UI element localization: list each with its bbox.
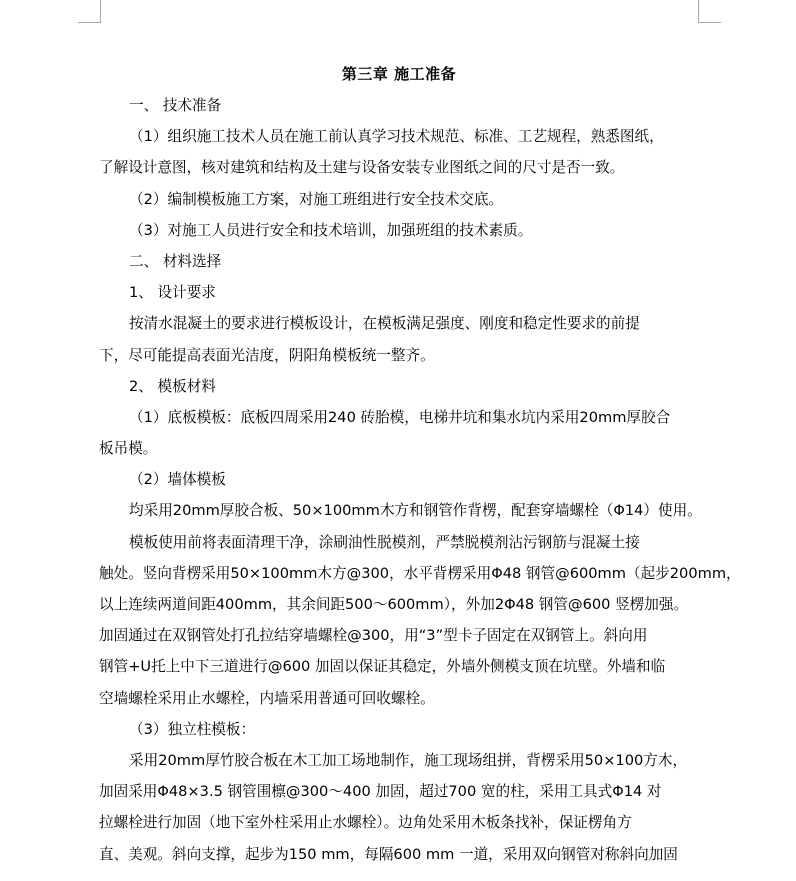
paragraph-line: （1）底板模板：底板四周采用240 砖胎模，电梯井坑和集水坑内采用20mm厚胶合 [129,408,671,426]
paragraph-line: 钢管+U托上中下三道进行@600 加固以保证其稳定，外墙外侧模支顶在坑壁。外墙和临 [99,658,666,676]
paragraph-line: 空墙螺栓采用止水螺栓，内墙采用普通可回收螺栓。 [99,689,435,707]
paragraph-line: 加固通过在双钢管处打孔拉结穿墙螺栓@300，用“3”型卡子固定在双钢管上。斜向用 [99,627,648,645]
document-body [99,58,741,870]
paragraph-line: 直、美观。斜向支撑，起步为150 mm，每隔600 mm 一道，采用双向钢管对称斜向加固 [99,845,678,863]
section-heading: 二、 材料选择 [129,252,222,270]
item-heading: （2）墙体模板 [129,471,226,489]
paragraph-line: 加固采用Φ48×3.5 钢管围檩@300～400 加固，超过700 宽的柱，采用工具式Φ14 对 [99,783,662,801]
section-heading: 一、 技术准备 [129,97,222,114]
paragraph-line: （1）组织施工技术人员在施工前认真学习技术规范、标准、工艺规程，熟悉图纸， [129,128,664,146]
paragraph-line: 拉螺栓进行加固（地下室外柱采用止水螺栓）。边角处采用木板条找补，保证楞角方 [99,814,632,832]
chapter-title: 第三章 施工准备 [341,65,457,83]
paragraph-line: （2）编制模板施工方案，对施工班组进行安全技术交底。 [129,190,504,208]
item-heading: （3）独立柱模板： [129,720,256,738]
paragraph-line: 采用20mm厚竹胶合板在木工加工场地制作，施工现场组拼，背楞采用50×100方木， [129,751,688,769]
paragraph-line: 按清水混凝土的要求进行模板设计，在模板满足强度、刚度和稳定性要求的前提 [129,315,640,333]
margin-corner-mark-top-left [78,0,101,23]
subsection-heading: 1、 设计要求 [129,284,216,302]
paragraph-line: 下，尽可能提高表面光洁度，阴阳角模板统一整齐。 [99,346,435,364]
margin-corner-mark-top-right [698,0,721,23]
paragraph-line: 模板使用前将表面清理干净，涂刷油性脱模剂，严禁脱模剂沾污钢筋与混凝土接 [129,533,640,551]
subsection-heading: 2、 模板材料 [129,377,216,395]
paragraph-line: 板吊模。 [99,440,158,458]
paragraph-line: 了解设计意图，核对建筑和结构及土建与设备安装专业图纸之间的尺寸是否一致。 [99,159,625,177]
paragraph-line: 均采用20mm厚胶合板、50×100mm木方和钢管作背楞，配套穿墙螺栓（Φ14）使用。 [129,502,702,520]
paragraph-line: （3）对施工人员进行安全和技术培训，加强班组的技术素质。 [129,221,533,239]
paragraph-line: 以上连续两道间距400mm，其余间距500～600mm），外加2Φ48 钢管@600 竖楞加强。 [99,596,689,613]
paragraph-line: 触处。竖向背楞采用50×100mm木方@300，水平背楞采用Φ48 钢管@600mm（起步200mm， [99,564,741,582]
